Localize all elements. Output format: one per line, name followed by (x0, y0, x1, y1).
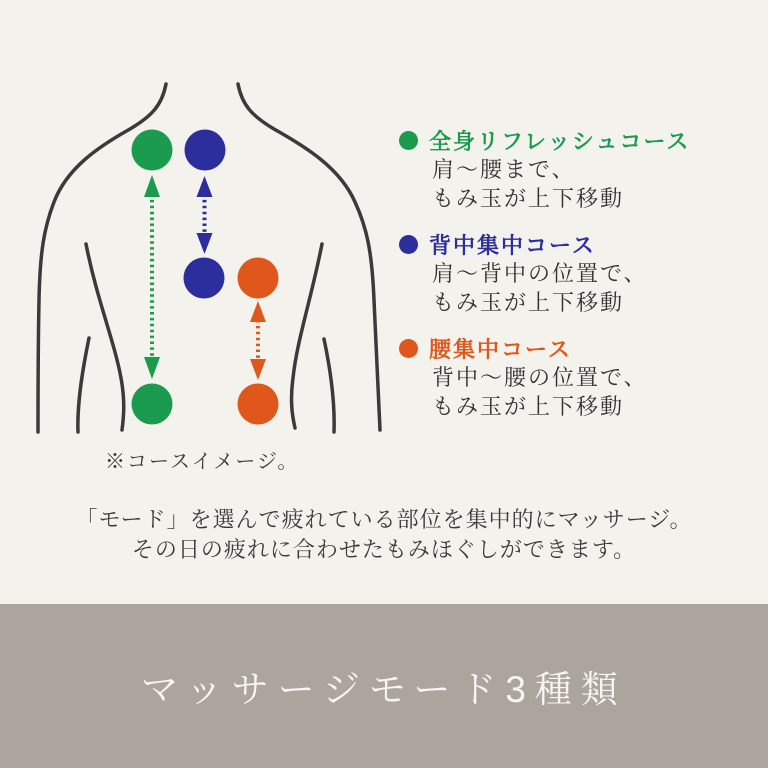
legend-item-back-focus (399, 230, 754, 317)
body-outline-right-inner-arm (324, 339, 334, 432)
orange-range-arrow-head-down (250, 359, 266, 380)
course-image-note: ※コースイメージ。 (105, 451, 300, 473)
mode-description-line2: その日の疲れに合わせたもみほぐしができます。 (131, 537, 637, 562)
body-outline-right-torso (292, 244, 322, 428)
green-range-arrow-head-up (144, 175, 160, 197)
orange-dot-icon (399, 339, 418, 358)
blue-range-arrow-head-up (197, 176, 213, 197)
orange-range-arrow-head-up (250, 301, 266, 322)
body-outline-right-arm (238, 84, 380, 430)
legend-line: 背中～腰の位置で、 (432, 365, 648, 390)
legend-line: もみ玉が上下移動 (432, 394, 625, 419)
bottom-banner (0, 604, 768, 768)
mode-description (0, 505, 768, 565)
legend-line: 肩～背中の位置で、 (432, 261, 648, 286)
legend-title-row (399, 334, 754, 363)
blue-range-arrow-head-down (197, 233, 213, 254)
massage-dot-blue-back (184, 258, 225, 299)
massage-dot-orange-back (238, 258, 279, 299)
legend-item-waist-focus (399, 334, 754, 421)
massage-dot-orange-waist (238, 384, 279, 425)
legend-line: 肩～腰まで、 (432, 157, 576, 182)
legend-description (432, 259, 754, 317)
legend-line: もみ玉が上下移動 (432, 290, 625, 315)
legend-title-row (399, 230, 754, 259)
green-range-arrow-head-down (144, 357, 160, 379)
legend-description (432, 363, 754, 421)
massage-dot-green-shoulder (132, 130, 173, 171)
legend-title-text: 腰集中コース (429, 337, 572, 362)
legend-line: もみ玉が上下移動 (432, 186, 625, 211)
banner-title: マッサージモード3種類 (141, 669, 627, 710)
blue-dot-icon (399, 235, 418, 254)
mode-description-line1: 「モード」を選んで疲れている部位を集中的にマッサージ。 (75, 507, 693, 532)
legend-item-full-body (399, 126, 754, 213)
massage-dot-green-waist (132, 384, 173, 425)
legend-description (432, 155, 754, 213)
green-dot-icon (399, 131, 418, 150)
body-diagram (0, 0, 420, 490)
body-outline-left-inner-arm (78, 338, 89, 432)
massage-dot-blue-shoulder (185, 130, 226, 171)
legend-title-row (399, 126, 754, 155)
legend-title-text: 全身リフレッシュコース (429, 129, 691, 154)
legend-title-text: 背中集中コース (429, 233, 596, 258)
course-legend (399, 126, 754, 438)
body-outline-left-torso (86, 244, 124, 430)
